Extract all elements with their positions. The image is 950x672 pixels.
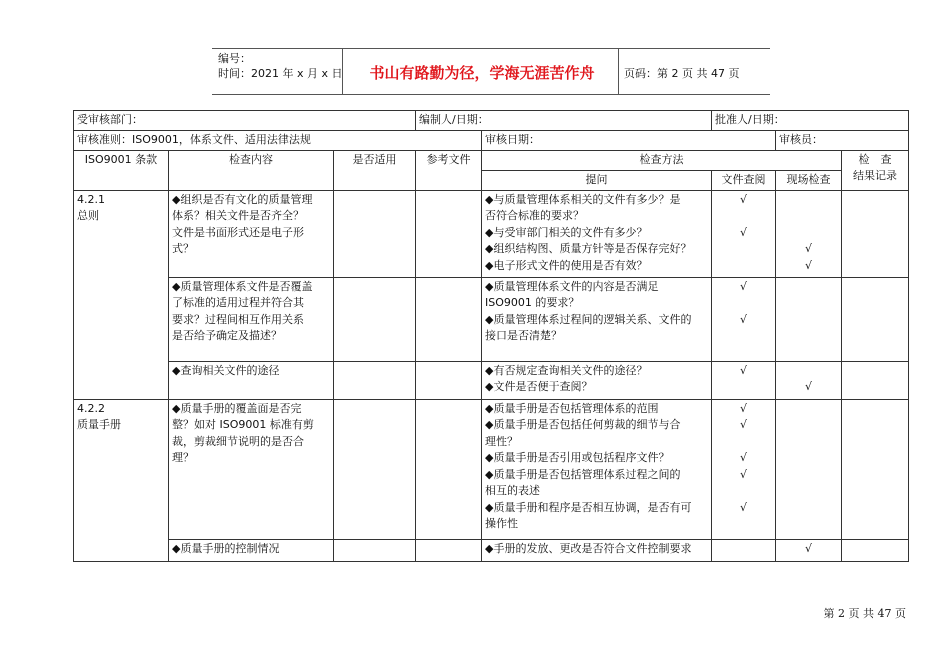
cell-line: ◆电子形式文件的使用是否有效？ [485, 258, 648, 272]
footer-page-number: 第 2 页 共 47 页 [823, 607, 906, 620]
cell-line [715, 434, 772, 451]
cell-line [779, 295, 838, 312]
result-cell [842, 190, 909, 277]
col-doc-review: 文件查阅 [712, 170, 776, 190]
clause-cell [74, 190, 169, 399]
cell-line [779, 483, 838, 500]
auditor-field: 审核员： [776, 131, 909, 151]
col-reference: 参考文件 [416, 150, 482, 190]
cell-line: 文件是书面形式还是电子形 [172, 225, 304, 239]
motto: 书山有路勤为径，学海无涯苦作舟 [369, 64, 595, 82]
cell-line: √ [740, 363, 748, 377]
cell-line: ◆手册的发放、更改是否符合文件控制要求 [485, 541, 692, 555]
cell-line [715, 328, 772, 345]
cell-line: √ [740, 451, 748, 464]
cell-line: 理性？ [485, 434, 519, 448]
cell-line: ◆组织结构图、质量方针等是否保存完好？ [485, 242, 692, 255]
site-check-cell [776, 361, 842, 399]
cell-line [779, 516, 838, 533]
cell-line: 是否给予确定及描述？ [172, 329, 282, 342]
content-cell [169, 361, 334, 399]
cell-line: √ [805, 258, 813, 272]
dept-field: 受审核部门： [74, 111, 416, 131]
cell-line: √ [740, 401, 748, 415]
site-check-cell [776, 539, 842, 561]
cell-line [779, 500, 838, 517]
time-text: 时间：2021 年 x 月 x 日 [218, 67, 343, 80]
cell-line: ISO9001 的要求？ [485, 296, 580, 309]
cell-line [715, 379, 772, 396]
site-check-cell [776, 190, 842, 277]
doc-review-cell [712, 277, 776, 361]
cell-line [779, 225, 838, 242]
question-cell [482, 539, 712, 561]
table-row [74, 539, 909, 561]
applicable-cell [334, 539, 416, 561]
cell-line: ◆质量手册和程序是否相互协调，是否有可 [485, 500, 692, 514]
table-row [74, 399, 909, 539]
cell-line: ◆文件是否便于查阅？ [485, 380, 593, 393]
cell-line: √ [805, 541, 813, 555]
audit-date-field: 审核日期： [482, 131, 776, 151]
editor-field: 编制人/日期： [416, 111, 712, 131]
cell-line: 接口是否清楚？ [485, 329, 563, 342]
result-cell [842, 399, 909, 539]
cell-line: √ [740, 418, 748, 431]
cell-line: ◆质量手册是否包括管理体系过程之间的 [485, 467, 681, 481]
doc-review-cell [712, 361, 776, 399]
cell-line: √ [740, 279, 748, 293]
cell-line [779, 192, 838, 209]
cell-line: ◆质量管理体系文件的内容是否满足 [485, 279, 659, 293]
cell-line: ◆质量手册是否引用或包括程序文件？ [485, 451, 670, 464]
number-label: 编号： [218, 52, 251, 65]
col-clause: ISO9001 条款 [74, 150, 169, 190]
cell-line: √ [805, 380, 813, 393]
cell-line: ◆质量手册是否包括任何剪裁的细节与合 [485, 418, 681, 431]
cell-line: 否符合标准的要求？ [485, 209, 585, 222]
applicable-cell [334, 399, 416, 539]
question-cell [482, 399, 712, 539]
column-header-row [74, 150, 909, 170]
cell-line: 体系？相关文件是否齐全？ [172, 209, 304, 222]
cell-line: 裁，剪裁细节说明的是否合 [172, 434, 304, 448]
question-cell [482, 190, 712, 277]
content-cell [169, 277, 334, 361]
col-site-check: 现场检查 [776, 170, 842, 190]
form-row [74, 111, 909, 131]
cell-line [779, 434, 838, 451]
cell-line [715, 208, 772, 225]
reference-cell [416, 190, 482, 277]
col-result-line: 检 查 [858, 152, 892, 166]
header-meta [218, 51, 343, 81]
cell-line: 了标准的适用过程并符合其 [172, 296, 304, 309]
cell-line: ◆质量手册是否包括管理体系的范围 [485, 401, 659, 415]
cell-line [715, 516, 772, 533]
applicable-cell [334, 190, 416, 277]
cell-line [779, 279, 838, 296]
cell-line: √ [740, 225, 748, 239]
cell-line [779, 417, 838, 434]
cell-line [715, 241, 772, 258]
cell-line: ◆与受审部门相关的文件有多少？ [485, 225, 648, 239]
table-row [74, 277, 909, 361]
cell-line: ◆质量手册的覆盖面是否完 [172, 401, 302, 415]
cell-line [779, 312, 838, 329]
cell-line: ◆组织是否有文化的质量管理 [172, 192, 313, 206]
table-row [74, 361, 909, 399]
cell-line: ◆质量管理体系过程间的逻辑关系、文件的 [485, 312, 692, 326]
cell-line [779, 401, 838, 418]
applicable-cell [334, 361, 416, 399]
clause-title: 总则 [77, 209, 99, 222]
col-result [842, 150, 909, 190]
table-row [74, 190, 909, 277]
site-check-cell [776, 277, 842, 361]
cell-line: 操作性 [485, 517, 519, 530]
result-cell [842, 539, 909, 561]
cell-line [715, 483, 772, 500]
cell-line: 相互的表述 [485, 484, 541, 497]
clause-title: 质量手册 [77, 418, 121, 431]
cell-line [779, 450, 838, 467]
col-question: 提问 [482, 170, 712, 190]
question-cell [482, 361, 712, 399]
header-page-number: 页码：第 2 页 共 47 页 [624, 67, 740, 80]
cell-line: 式？ [172, 242, 194, 255]
cell-line: ◆查询相关文件的途径 [172, 363, 280, 377]
clause-number: 4.2.2 [77, 401, 105, 415]
header-divider [618, 49, 619, 94]
approver-field: 批准人/日期： [712, 111, 909, 131]
clause-cell [74, 399, 169, 561]
cell-line: √ [740, 312, 748, 326]
result-cell [842, 277, 909, 361]
col-result-line: 结果记录 [853, 169, 898, 182]
cell-line: ◆与质量管理体系相关的文件有多少？是 [485, 192, 681, 206]
applicable-cell [334, 277, 416, 361]
doc-review-cell [712, 399, 776, 539]
cell-line: ◆有否规定查询相关文件的途径？ [485, 363, 648, 377]
audit-checklist-table [73, 110, 909, 562]
cell-line: √ [805, 242, 813, 255]
cell-line [715, 541, 772, 558]
content-cell [169, 539, 334, 561]
clause-number: 4.2.1 [77, 192, 105, 206]
cell-line [779, 328, 838, 345]
site-check-cell [776, 399, 842, 539]
cell-line [715, 295, 772, 312]
content-cell [169, 399, 334, 539]
cell-line [779, 467, 838, 484]
content-cell [169, 190, 334, 277]
col-method: 检查方法 [482, 150, 842, 170]
col-content: 检查内容 [169, 150, 334, 190]
reference-cell [416, 539, 482, 561]
page-header [212, 48, 770, 95]
cell-line: √ [740, 467, 748, 481]
cell-line: ◆质量管理体系文件是否覆盖 [172, 279, 313, 293]
cell-line: 要求？过程间相互作用关系 [172, 312, 304, 326]
cell-line [779, 208, 838, 225]
criteria-field: 审核准则：ISO9001，体系文件、适用法律法规 [74, 131, 482, 151]
doc-review-cell [712, 190, 776, 277]
cell-line: √ [740, 192, 748, 206]
question-cell [482, 277, 712, 361]
cell-line: 整？如对 ISO9001 标准有剪 [172, 418, 314, 431]
doc-review-cell [712, 539, 776, 561]
result-cell [842, 361, 909, 399]
cell-line: ◆质量手册的控制情况 [172, 541, 280, 555]
reference-cell [416, 399, 482, 539]
reference-cell [416, 277, 482, 361]
col-applicable: 是否适用 [334, 150, 416, 190]
cell-line: 理？ [172, 451, 194, 464]
cell-line [779, 363, 838, 380]
form-row [74, 131, 909, 151]
cell-line: √ [740, 500, 748, 514]
reference-cell [416, 361, 482, 399]
cell-line [715, 258, 772, 275]
